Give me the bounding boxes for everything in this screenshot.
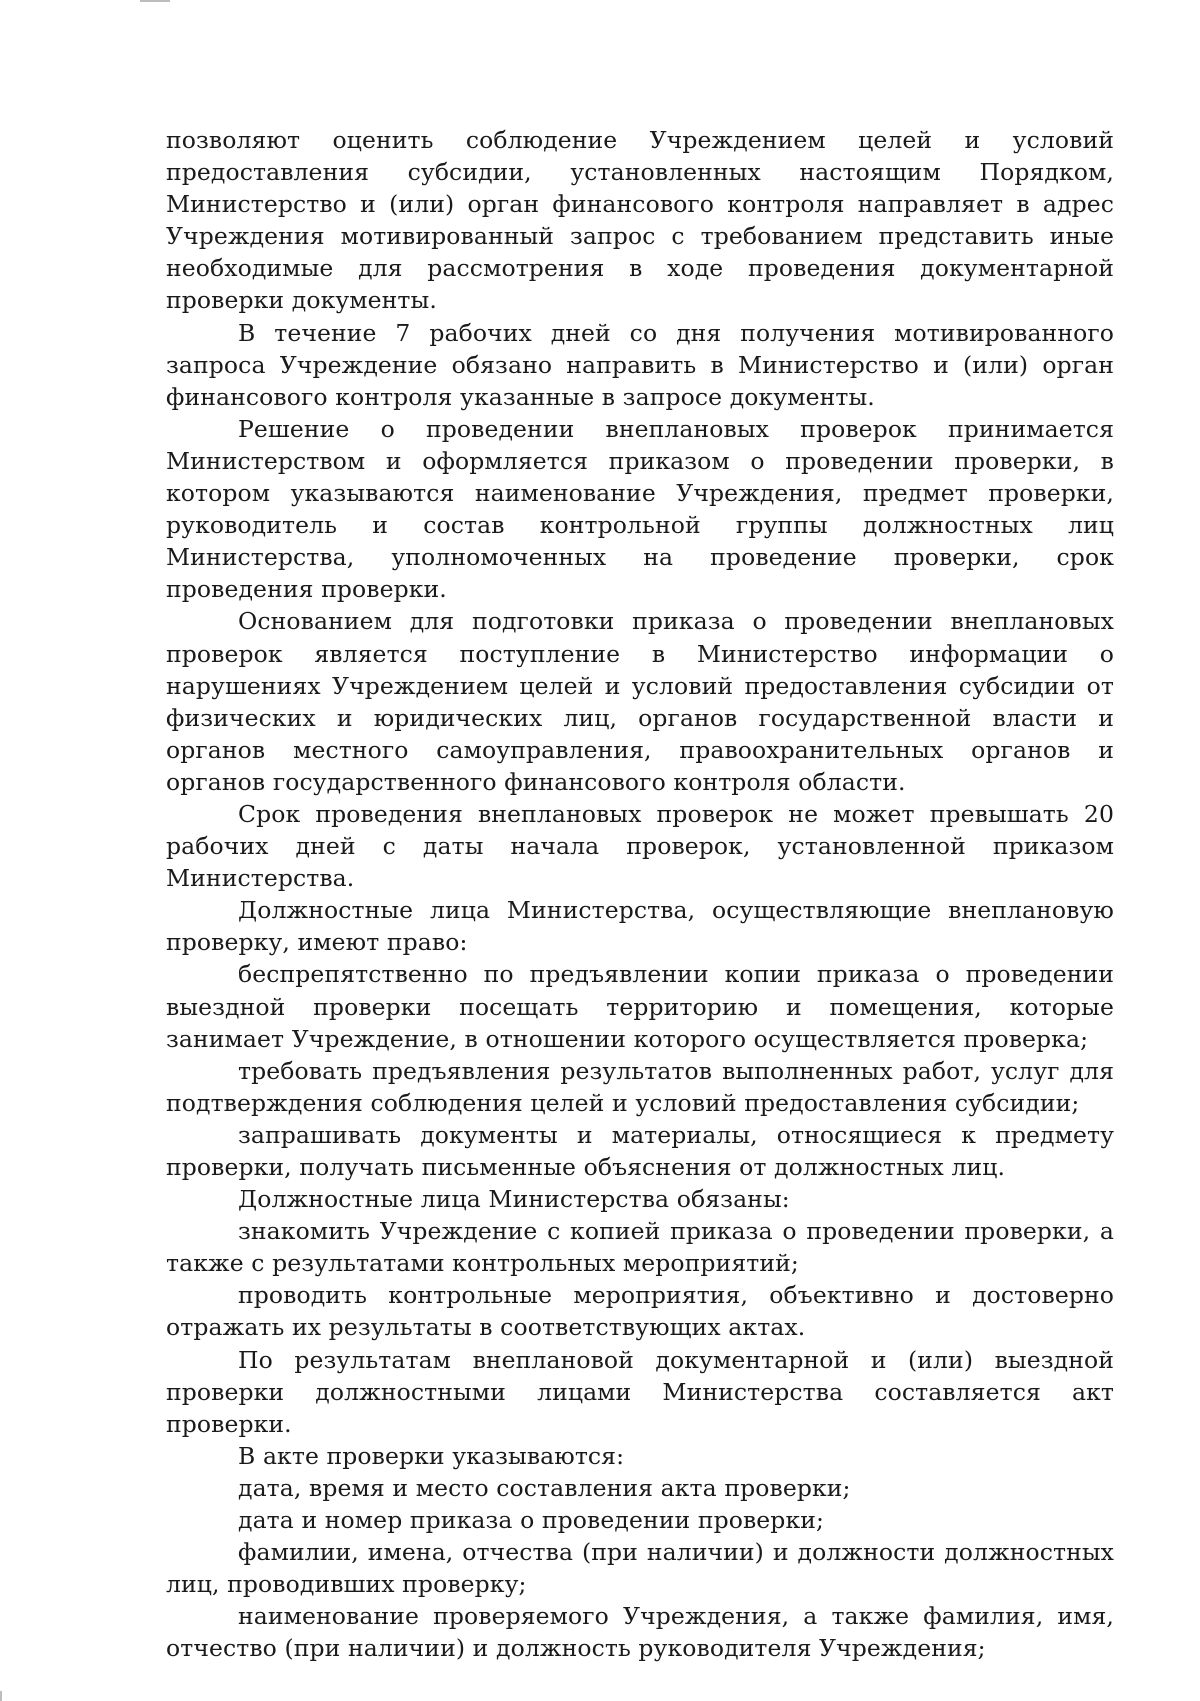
paragraph: В акте проверки указываются:	[238, 1441, 625, 1470]
document-body	[166, 124, 1114, 1665]
list-item: запрашивать документы и материалы, относящиеся к предмету проверки, получать письменные объяснения от должностных лиц.	[166, 1120, 1114, 1181]
list-item: требовать предъявления результатов выполненных работ, услуг для подтверждения соблюдения целей и условий предоставления субсидии;	[166, 1056, 1114, 1117]
paragraph: Должностные лица Министерства обязаны:	[238, 1185, 790, 1214]
paragraph: Решение о проведении внеплановых проверок принимается Министерством и оформляется приказом о проведении проверки, в котором указываются наименование Учреждения, предмет проверки, руководитель и состав контрольной группы должностных лиц Министерства, уполномоченных на проведение проверки, срок проведения проверки.	[166, 414, 1114, 604]
paragraph: Основанием для подготовки приказа о проведении внеплановых проверок является поступление в Министерство информации о нарушениях Учреждением целей и условий предоставления субсидии от физических и юридических лиц, органов государственной власти и органов местного самоуправления, правоохранительных органов и органов государственного финансового контроля области.	[166, 607, 1114, 796]
list-item: знакомить Учреждение с копией приказа о проведении проверки, а также с результатами контрольных мероприятий;	[166, 1217, 1114, 1278]
paragraph: Срок проведения внеплановых проверок не может превышать 20 рабочих дней с даты начала проверок, установленной приказом Министерства.	[166, 799, 1114, 893]
list-item: проводить контрольные мероприятия, объективно и достоверно отражать их результаты в соответствующих актах.	[166, 1281, 1114, 1342]
paragraph: Должностные лица Министерства, осуществляющие внеплановую проверку, имеют право:	[166, 896, 1114, 957]
paragraph: В течение 7 рабочих дней со дня получения мотивированного запроса Учреждение обязано направить в Министерство и (или) орган финансового контроля указанные в запросе документы.	[166, 318, 1114, 411]
paragraph: По результатам внеплановой документарной и (или) выездной проверки должностными лицами Министерства составляется акт проверки.	[166, 1345, 1114, 1438]
paragraph-continuation: позволяют оценить соблюдение Учреждением целей и условий предоставления субсидии, установленных настоящим Порядком, Министерство и (или) орган финансового контроля направляет в адрес Учреждения мотивированный запрос с требованием представить иные необходимые для рассмотрения в ходе проведения документарной проверки документы.	[166, 126, 1114, 315]
scan-edge-mark	[0, 1691, 2, 1701]
list-item: дата и номер приказа о проведении проверки;	[238, 1506, 825, 1535]
list-item: беспрепятственно по предъявлении копии приказа о проведении выездной проверки посещать территорию и помещения, которые занимает Учреждение, в отношении которого осуществляется проверка;	[166, 960, 1114, 1053]
scan-edge-mark	[140, 0, 170, 2]
list-item: фамилии, имена, отчества (при наличии) и должности должностных лиц, проводивших проверку;	[166, 1538, 1114, 1599]
list-item: дата, время и место составления акта проверки;	[238, 1473, 851, 1502]
list-item: наименование проверяемого Учреждения, а также фамилия, имя, отчество (при наличии) и должность руководителя Учреждения;	[166, 1602, 1114, 1663]
